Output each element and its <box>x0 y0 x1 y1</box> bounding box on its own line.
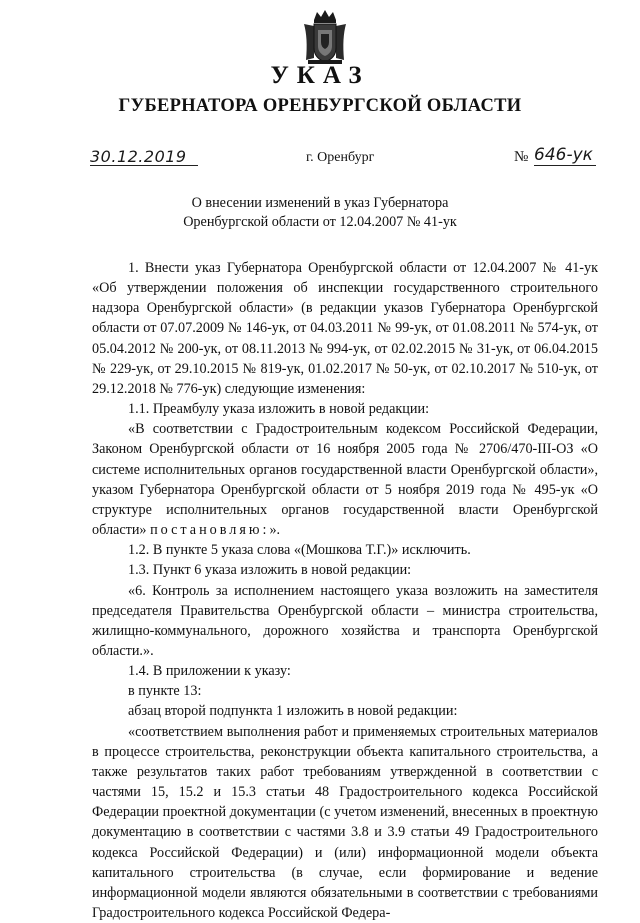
document-type-title: УКАЗ <box>270 62 370 89</box>
paragraph-point-13: в пункте 13: <box>128 683 202 700</box>
paragraph-1-3: 1.3. Пункт 6 указа изложить в новой редакции: <box>128 562 412 579</box>
paragraph-preamble <box>92 419 598 540</box>
paragraph-1-2: 1.2. В пункте 5 указа слова «(Мошкова Т.Г.)» исключить. <box>128 542 471 559</box>
document-number <box>514 143 596 169</box>
date-underline <box>90 165 198 166</box>
handwritten-date: 30.12.2019 <box>90 147 187 166</box>
document-subject <box>0 194 640 232</box>
paragraph-1-1: 1.1. Преамбулу указа изложить в новой редакции: <box>128 401 430 418</box>
number-sign: № <box>514 149 529 165</box>
document-body <box>92 258 598 923</box>
paragraph-new-wording: «соответствием выполнения работ и применяемых строительных материалов в процессе строительства, реконструкции объекта капитального строительства, а также результатов таких работ требованиям утвержденной в соответствии с частями 15, 15.2 и 15.3 статьи 48 Градостроительного кодекса Российской Федерации проектной документации (с учетом изменений, внесенных в проектную документацию в соответствии с частями 3.8 и 3.9 статьи 49 Градостроительного кодекса Российской Федерации) и (или) информационной модели объекта капитального строительства (в случае, если формирование и ведение информационной модели являются обязательными в соответствии с требованиями Градостроительного кодекса Российской Федера- <box>92 723 598 921</box>
preamble-end: ». <box>269 522 281 539</box>
subject-line-1: О внесении изменений в указ Губернатора <box>191 195 449 211</box>
paragraph-subpoint-1: абзац второй подпункта 1 изложить в новой редакции: <box>128 703 458 720</box>
preamble-spaced-word: постановляю: <box>150 522 270 539</box>
document-date <box>90 143 198 169</box>
preamble-text: «В соответствии с Градостроительным кодексом Российской Федерации, Законом Оренбургской области от 16 ноября 2005 года № 2706/470-III-ОЗ «О системе исполнительных органов государственной власти Оренбургской области», указом Губернатора Оренбургской области от 5 ноября 2019 года № 495-ук «О структуре исполнительных органов государственной власти Оренбургской области» <box>92 421 598 539</box>
handwritten-number: 646-ук <box>534 145 593 165</box>
paragraph-point-6: «6. Контроль за исполнением настоящего указа возложить на заместителя председателя Правительства Оренбургской области – министра строительства, жилищно-коммунального, дорожного хозяйства и транспорта Оренбургской области.». <box>92 582 598 659</box>
document-issuer: ГУБЕРНАТОРА ОРЕНБУРГСКОЙ ОБЛАСТИ <box>118 96 522 116</box>
paragraph-1-4: 1.4. В приложении к указу: <box>128 663 291 680</box>
number-underline <box>534 165 596 166</box>
subject-line-2: Оренбургской области от 12.04.2007 № 41-ук <box>183 214 457 230</box>
document-city: г. Оренбург <box>306 150 375 165</box>
coat-of-arms-icon <box>300 8 350 66</box>
paragraph-1: 1. Внести указ Губернатора Оренбургской области от 12.04.2007 № 41-ук «Об утверждении положения об инспекции государственного строительного надзора Оренбургской области» (в редакции указов Губернатора Оренбургской области от 07.07.2009 № 146-ук, от 04.03.2011 № 99-ук, от 01.08.2011 № 574-ук, от 05.04.2012 № 200-ук, от 08.11.2013 № 994-ук, от 02.02.2015 № 31-ук, от 06.04.2015 № 229-ук, от 29.10.2015 № 819-ук, 01.02.2017 № 50-ук, от 02.10.2017 № 510-ук, от 29.12.2018 № 776-ук) следующие изменения: <box>92 260 598 397</box>
